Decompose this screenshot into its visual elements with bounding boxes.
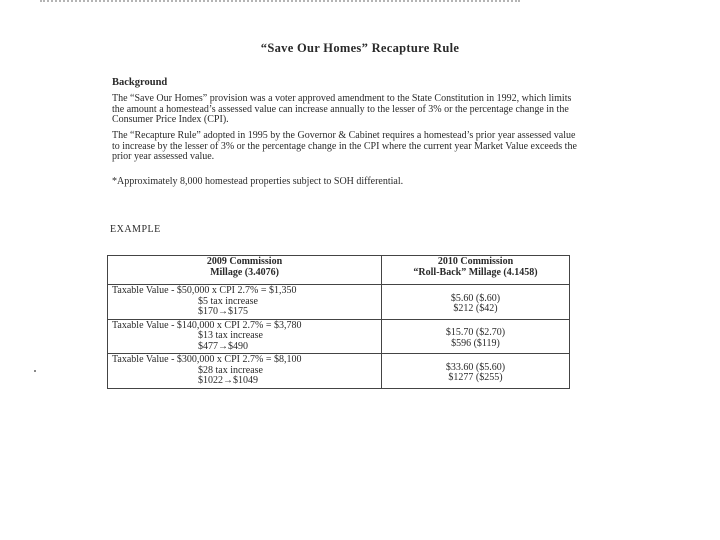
calc-text: Taxable Value - $50,000 x CPI 2.7% = $1,350: [112, 285, 297, 296]
rollback-value: $15.70 ($2.70): [445, 327, 506, 339]
table-row: [108, 285, 570, 320]
note-homestead-count: *Approximately 8,000 homestead properties subject to SOH differential.: [112, 176, 404, 187]
cell-2009: [108, 354, 382, 389]
cell-2010: [382, 319, 570, 354]
rollback-value: $33.60 ($5.60): [445, 361, 506, 373]
rollback-value: $5.60 ($.60): [450, 292, 501, 304]
paragraph-recapture: The “Recapture Rule” adopted in 1995 by the Governor & Cabinet requires a homestead’s prior year assessed value to increase by the lesser of 3% or the percentage change in the CPI where the current year Market Value exceeds the prior year assessed value.: [112, 130, 577, 162]
rollback-total: $212 ($42): [453, 303, 498, 315]
increase-text: $13 tax increase: [198, 330, 263, 341]
rollback-total: $596 ($119): [451, 337, 500, 349]
cell-2010: [382, 285, 570, 320]
header-2010: [382, 256, 570, 285]
calc-text: Taxable Value - $140,000 x CPI 2.7% = $3,780: [112, 319, 302, 331]
cell-2009: [108, 285, 382, 320]
scan-header-artifact: [40, 0, 520, 8]
paragraph-soh: The “Save Our Homes” provision was a voter approved amendment to the State Constitution in 1992, which limits the amount a homestead’s assessed value can increase annually to the lesser of 3% or the percentage change in the Consumer Price Index (CPI).: [112, 93, 572, 125]
example-table: [107, 255, 570, 389]
change-text: $477→$490: [198, 340, 248, 352]
header-line: 2009 Commission: [206, 256, 283, 267]
table-row: [108, 354, 570, 389]
increase-text: $28 tax increase: [198, 364, 263, 376]
example-label: EXAMPLE: [110, 224, 161, 235]
calc-text: Taxable Value - $300,000 x CPI 2.7% = $8,100: [112, 354, 302, 365]
increase-text: $5 tax increase: [198, 295, 258, 307]
background-heading: Background: [112, 77, 168, 88]
header-line: “Roll-Back” Millage (4.1458): [413, 266, 538, 278]
table-header-row: [108, 256, 570, 285]
scan-speck: [34, 370, 36, 372]
change-text: $1022→$1049: [198, 375, 258, 386]
cell-2009: [108, 319, 382, 354]
cell-2010: [382, 354, 570, 389]
header-2009: [108, 256, 382, 285]
document-title: “Save Our Homes” Recapture Rule: [260, 41, 460, 55]
header-line: 2010 Commission: [437, 256, 514, 267]
change-text: $170→$175: [198, 306, 248, 317]
header-line: Millage (3.4076): [210, 266, 279, 278]
rollback-total: $1277 ($255): [448, 372, 503, 384]
table-row: [108, 319, 570, 354]
